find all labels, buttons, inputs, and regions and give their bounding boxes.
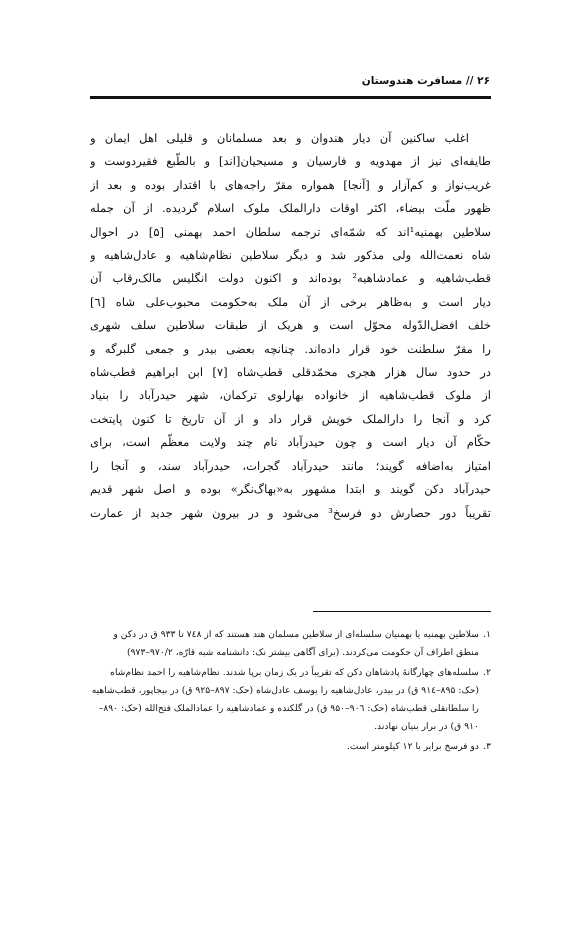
footnote-text: دو فرسخ برابر با ۱۲ کیلومتر است. <box>346 741 479 752</box>
footnotes <box>90 626 491 758</box>
text-line: تقریباً دور حصارش دو فرسخ³ می‌شود و در بیرون شهر جدید از عمارت <box>90 505 491 520</box>
text-line: از ملوک قطب‌شاهیه از خانواده بهارلوی ترکمان، شهر حیدرآباد را بنیاد <box>90 388 491 403</box>
text-line: امتیاز به‌اضافه گویند؛ مانند حیدرآباد گجرات، حیدرآباد سند، و آنجا را <box>90 458 491 473</box>
text-line: قطب‌شاهیه و عمادشاهیه² بوده‌اند و اکنون دولت انگلیس مالک‌رقاب آن <box>90 271 491 286</box>
footnote-item <box>90 626 491 662</box>
text-line: خلف افضل‌الدّوله محوّل است و هریک از طبقات سلاطین سلف شهری <box>90 318 491 333</box>
footnote-text: سلسله‌های چهارگانهٔ پادشاهان دکن که تقریباً در یک زمان برپا شدند. نظام‌شاهیه را احمد نظام‌شاه (حک: ۸۹۵–۹۱٤ ق) در بیدر، عادل‌شاهیه را یوسف عادل‌شاه (حک: ۸۹۷–۹۲۵ ق) در بیجاپور، قطب‌شاهیه را سلطانقلی قطب‌شاه (حک: ۹۰٦–۹۵۰ ق) در گلکنده و عمادشاهیه را عمادالملک فتح‌الله (حک: ۸۹۰–۹۱۰ ق) در برار بنیان نهادند. <box>91 667 479 732</box>
text-line: حیدرآباد دکن گویند و ابتدا مشهور به«بهاگ‌نگر» بوده و اصل شهر قدیم <box>90 482 491 497</box>
footnote-item <box>90 664 491 736</box>
text-line: شاه نعمت‌الله ولی مذکور شد و دیگر سلاطین نظام‌شاهیه و عادل‌شاهیه و <box>90 248 491 263</box>
text-line: دیار است و به‌ظاهر برخی از آن ملک به‌حکومت محبوب‌علی شاه [٦] <box>90 294 491 309</box>
header-rule <box>90 96 491 99</box>
text-line: غریب‌نواز و کم‌آزار و [آنجا] همواره مقرّ راجه‌های با اقتدار بوده و بعد از <box>90 177 491 192</box>
footnote-number: ۱. <box>483 629 491 640</box>
text-line: کرد و آنجا را دارالملک خویش قرار داد و از آن تاریخ تا کنون پایتخت <box>90 411 491 426</box>
text-line: سلاطین بهمنیه¹اند که شمّه‌ای ترجمه سلطان احمد بهمنی [۵] در احوال <box>90 224 491 239</box>
text-line: ظهور ملّت بیضاء، اکثر اوقات دارالملک ملوک اسلام گردیده. از آن جمله <box>90 201 491 216</box>
text-line: در حدود سال هزار هجری محمّدقلی قطب‌شاه [۷] ابن ابراهیم قطب‌شاه <box>90 365 491 380</box>
footnote-text: سلاطین بهمنیه یا بهمنیان سلسله‌ای از سلاطین مسلمان هند هستند که از ۷٤۸ تا ۹۳۳ ق در دکن و منطق اطراف آن حکومت می‌کردند. (برای آگاهی بیشتر نک: دانشنامه شبه قارّه، ۹۷۰/۲–۹۷۳) <box>113 629 479 658</box>
footnote-number: ۲. <box>483 667 491 678</box>
footnote-number: ۳. <box>483 741 491 752</box>
running-head: ۲۶ // مسافرت هندوستان <box>361 75 490 87</box>
main-text <box>90 127 491 525</box>
text-line: حکّام آن دیار است و چون حیدرآباد نام چند ولایت معظّم است، برای <box>90 435 491 450</box>
text-line: طایفه‌ای نیز از مهدویه و فارسیان و مسیحیان[اند] و بالطّبع فقیردوست و <box>90 154 491 169</box>
footnote-item <box>90 738 491 756</box>
text-line: را مقرّ سلطنت خود قرار داده‌اند. چنانچه بعضی بیدر و جمعی گلبرگه و <box>90 341 491 356</box>
footnote-rule <box>313 611 491 612</box>
text-line: اغلب ساکنین آن دیار هندوان و بعد مسلمانان و قلیلی اهل ایمان و <box>90 131 469 145</box>
